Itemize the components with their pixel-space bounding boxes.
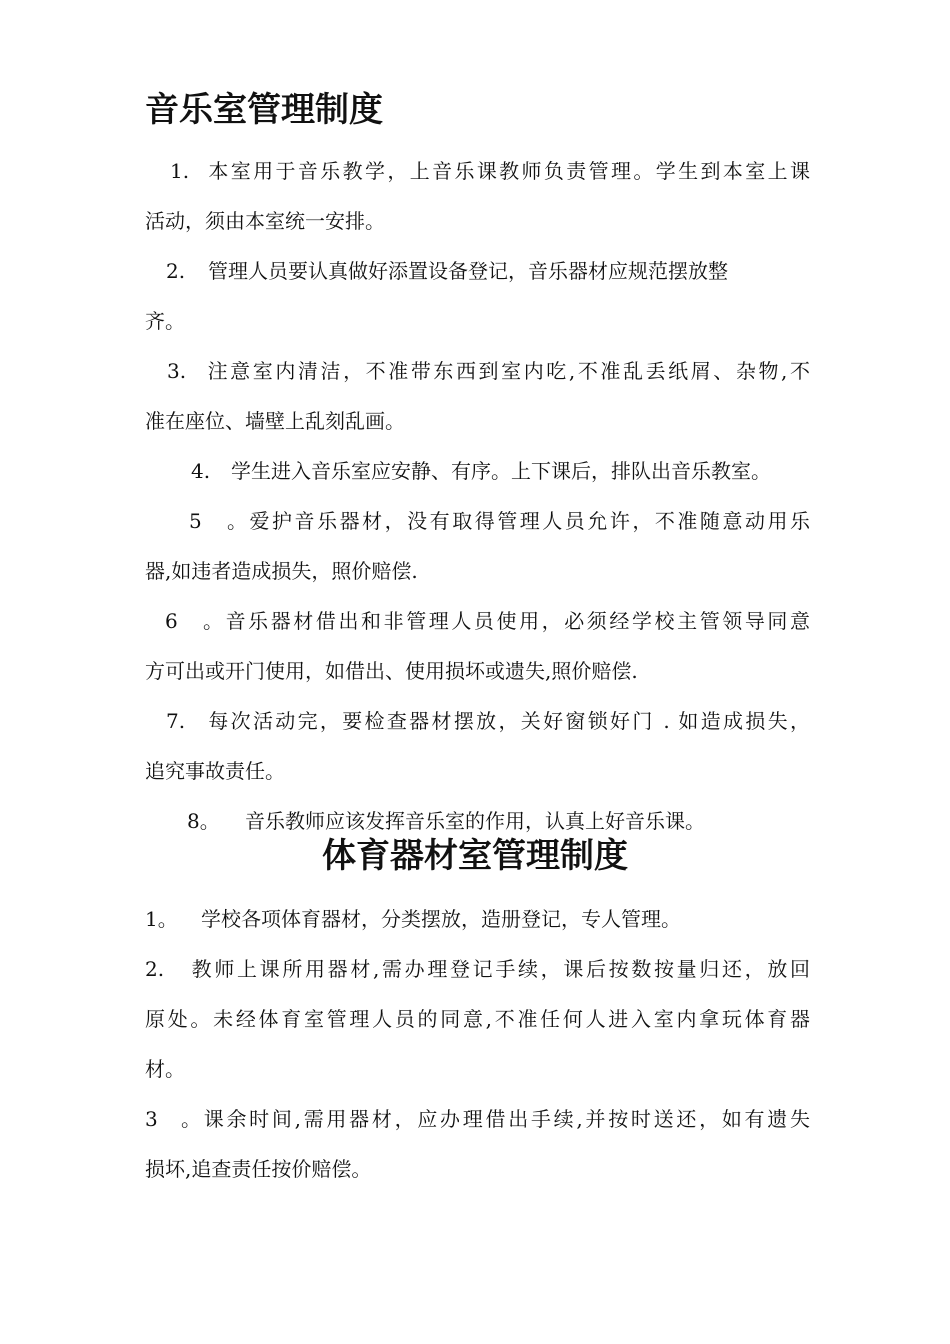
rule-second-line: 方可出或开门使用，如借出、使用损坏或遗失,照价赔偿. (145, 659, 638, 683)
music-rule-7 (145, 696, 810, 796)
rule-text: 每次活动完，要检查器材摆放，关好窗锁好门 . 如造成损失， (206, 709, 810, 733)
music-rule-3 (145, 346, 810, 446)
rule-number: 3。 (145, 1107, 201, 1131)
music-rule-6 (145, 596, 810, 696)
rule-second-line: 损坏,追查责任按价赔偿。 (145, 1157, 372, 1181)
rule-text: 学校各项体育器材，分类摆放，造册登记，专人管理。 (201, 907, 681, 931)
rule-number: 1。 (145, 907, 178, 931)
rule-third-line: 材。 (145, 1057, 185, 1081)
music-rule-1 (145, 146, 810, 246)
rule-first-line (145, 346, 810, 396)
rule-first-line (145, 894, 810, 944)
rule-second-line: 器,如违者造成损失，照价赔偿. (145, 559, 418, 583)
rule-first-line (145, 246, 810, 296)
rule-text: 课余时间,需用器材，应办理借出手续,并按时送还，如有遗失 (201, 1107, 810, 1131)
music-room-title: 音乐室管理制度 (145, 90, 383, 130)
sports-rule-2 (145, 944, 810, 1094)
rule-number: 7. (166, 709, 186, 733)
rule-first-line (145, 1094, 810, 1144)
rule-number: 1. (170, 159, 190, 183)
rule-number: 3. (167, 359, 187, 383)
rule-text: 注意室内清洁，不准带东西到室内吃,不准乱丢纸屑、杂物,不 (205, 359, 810, 383)
rule-second-line: 追究事故责任。 (145, 759, 285, 783)
rule-text: 音乐器材借出和非管理人员使用，必须经学校主管领导同意 (223, 609, 810, 633)
sports-rule-1 (145, 894, 810, 944)
rule-second-line: 活动，须由本室统一安排。 (145, 209, 385, 233)
rule-text: 爱护音乐器材，没有取得管理人员允许，不准随意动用乐 (247, 509, 810, 533)
music-rule-5 (145, 496, 810, 596)
rule-first-line (145, 596, 810, 646)
rule-number: 4. (191, 459, 211, 483)
rule-number: 2. (145, 957, 165, 981)
music-rule-2 (145, 246, 810, 346)
rule-first-line (145, 496, 810, 546)
rule-first-line (145, 944, 810, 994)
rule-text: 本室用于音乐教学，上音乐课教师负责管理。学生到本室上课 (206, 159, 810, 183)
rule-number: 6。 (165, 609, 223, 633)
rule-number: 8。 (187, 809, 220, 833)
rule-first-line (145, 146, 810, 196)
rule-number: 5。 (189, 509, 247, 533)
rule-text: 音乐教师应该发挥音乐室的作用，认真上好音乐课。 (245, 809, 705, 833)
rule-first-line (145, 696, 810, 746)
rule-number: 2. (166, 259, 186, 283)
music-rule-4 (145, 446, 810, 496)
rule-text: 教师上课所用器材,需办理登记手续，课后按数按量归还，放回 (189, 957, 810, 981)
sports-rule-3 (145, 1094, 810, 1194)
rule-text: 管理人员要认真做好添置设备登记，音乐器材应规范摆放整 (208, 259, 728, 283)
rule-text: 学生进入音乐室应安静、有序。上下课后，排队出音乐教室。 (231, 459, 771, 483)
rule-second-line: 原处。未经体育室管理人员的同意,不准任何人进入室内拿玩体育器 (145, 1007, 810, 1031)
rule-second-line: 准在座位、墙壁上乱刻乱画。 (145, 409, 405, 433)
rule-first-line (145, 446, 810, 496)
sports-room-title: 体育器材室管理制度 (322, 836, 628, 876)
rule-second-line: 齐。 (145, 309, 185, 333)
